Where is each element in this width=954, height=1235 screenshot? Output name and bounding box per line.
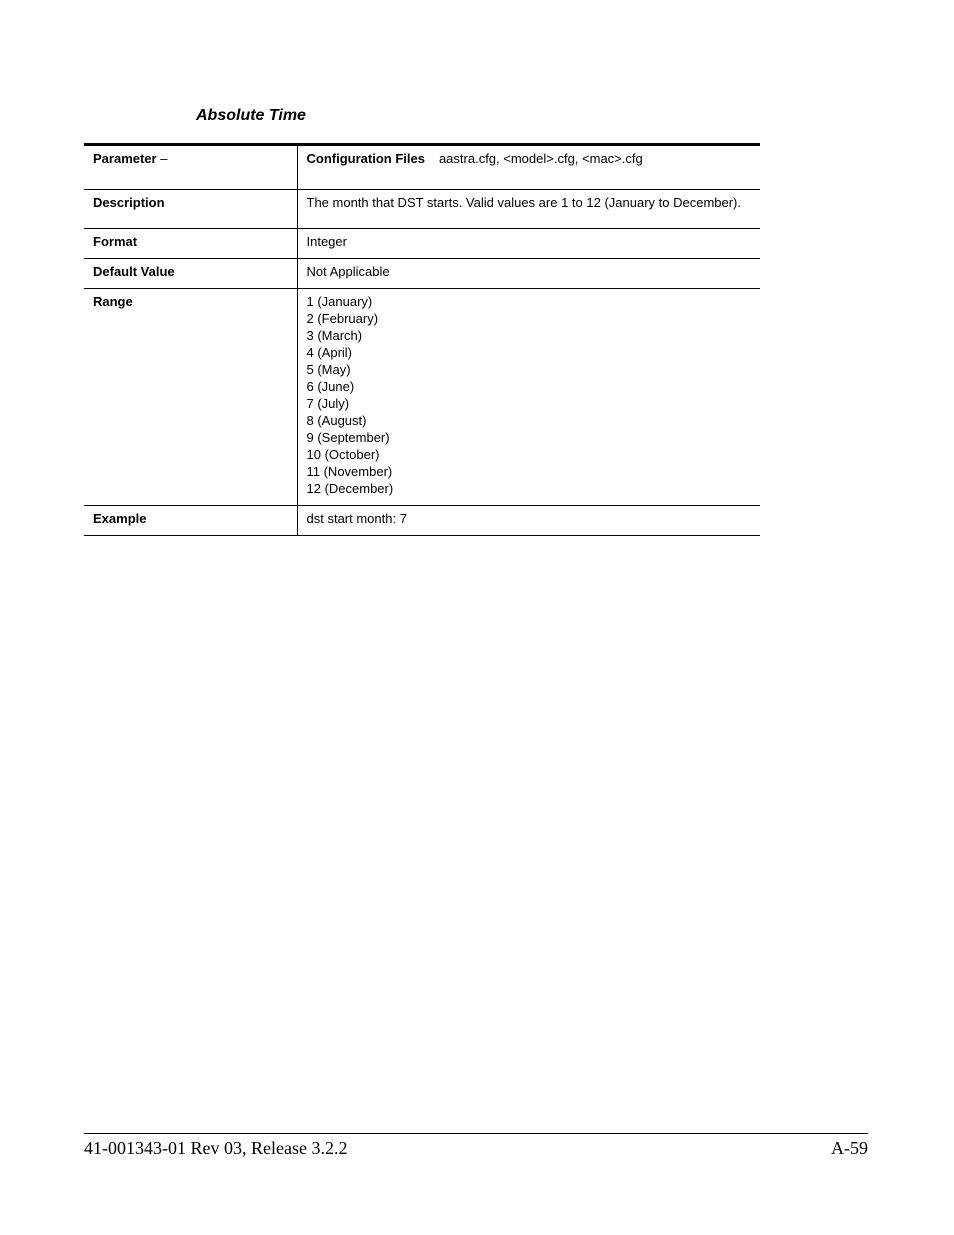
range-item: 4 (April) <box>306 345 353 360</box>
example-label: Example <box>84 506 297 536</box>
range-item: 3 (March) <box>306 328 363 343</box>
format-row <box>84 229 760 259</box>
range-list <box>307 293 752 497</box>
range-item: 10 (October) <box>306 447 380 462</box>
range-item: 11 (November) <box>306 464 393 479</box>
footer-divider <box>84 1133 868 1134</box>
default-value-value: Not Applicable <box>297 259 760 289</box>
range-item: 9 (September) <box>306 430 390 445</box>
default-value-label: Default Value <box>84 259 297 289</box>
format-value: Integer <box>297 229 760 259</box>
description-row <box>84 190 760 229</box>
range-item: 12 (December) <box>306 481 394 496</box>
section-title: Absolute Time <box>196 107 306 124</box>
range-item: 7 (July) <box>306 396 350 411</box>
example-value: dst start month: 7 <box>297 506 760 536</box>
config-files-label: Configuration Files <box>306 151 425 166</box>
range-item: 1 (January) <box>306 294 373 309</box>
parameter-label: Parameter <box>93 151 157 166</box>
format-label: Format <box>84 229 297 259</box>
parameter-row <box>84 145 760 190</box>
footer-document-id: 41-001343-01 Rev 03, Release 3.2.2 <box>84 1138 348 1158</box>
example-row <box>84 506 760 536</box>
range-item: 6 (June) <box>306 379 355 394</box>
range-item: 5 (May) <box>306 362 351 377</box>
range-row <box>84 289 760 506</box>
range-label: Range <box>84 289 297 506</box>
default-value-row <box>84 259 760 289</box>
range-values-cell <box>297 289 760 506</box>
footer-page-number: A-59 <box>831 1138 868 1158</box>
range-item: 8 (August) <box>306 413 367 428</box>
parameter-table <box>84 143 760 536</box>
parameter-value-cell <box>297 145 760 190</box>
description-value: The month that DST starts. Valid values are 1 to 12 (January to December). <box>297 190 760 229</box>
config-files-value: aastra.cfg, <model>.cfg, <mac>.cfg <box>438 151 643 166</box>
description-label: Description <box>84 190 297 229</box>
parameter-dash: – <box>156 151 168 166</box>
range-item: 2 (February) <box>306 311 379 326</box>
parameter-label-cell <box>84 145 297 190</box>
